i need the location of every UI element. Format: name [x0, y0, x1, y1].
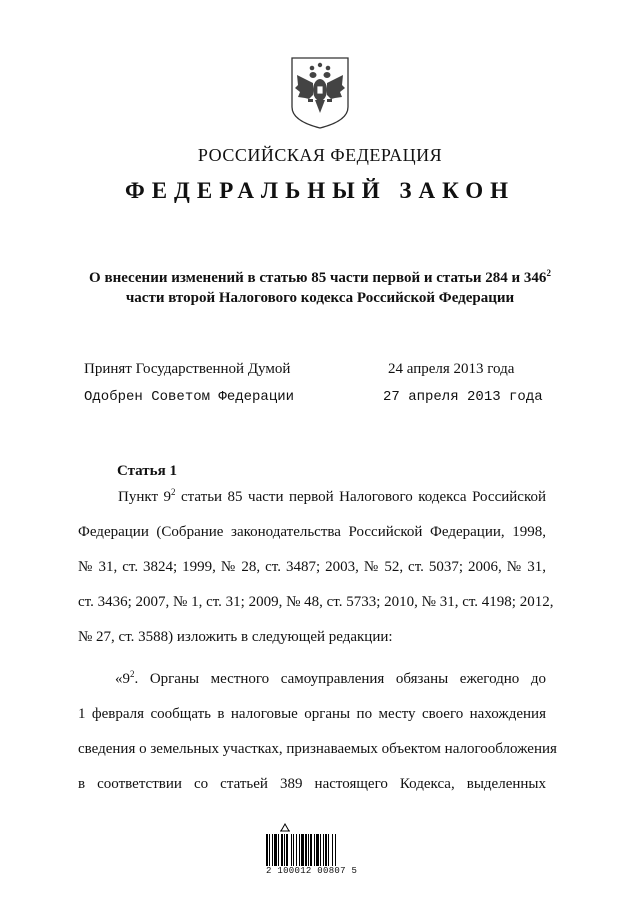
article-heading: Статья 1 — [117, 463, 177, 479]
paragraph-2-line-2: 1 февраля сообщать в налоговые органы по месту своего нахождения — [78, 706, 546, 722]
title-superscript: 2 — [546, 268, 551, 278]
duma-adopted-label: Принят Государственной Думой — [84, 361, 291, 377]
paragraph-1-line-1: Пункт $9^2$ статьи 85 части первой Налогового кодекса Российской — [118, 487, 546, 505]
barcode-bars — [266, 834, 374, 866]
paragraph-2-line-1: «$9^2$. Органы местного самоуправления обязаны ежегодно до — [115, 669, 546, 687]
law-title — [60, 268, 580, 308]
barcode-stripe — [336, 834, 337, 866]
law-title-line-1: О внесении изменений в статью 85 части первой и статьи 284 и $346^2$ — [89, 268, 551, 286]
paragraph-1-line-5: № 27, ст. 3588) изложить в следующей редакции: — [78, 629, 393, 645]
country-heading: РОССИЙСКАЯ ФЕДЕРАЦИЯ — [197, 145, 443, 165]
paragraph-1-line-4: ст. 3436; 2007, № 1, ст. 31; 2009, № 48, ст. 5733; 2010, № 31, ст. 4198; 2012, — [78, 594, 554, 610]
council-approved-label: Одобрен Советом Федерации — [84, 389, 295, 405]
document-type-heading: ФЕДЕРАЛЬНЫЙ ЗАКОН — [124, 178, 516, 203]
council-approved-date: 27 апреля 2013 года — [383, 389, 543, 405]
article-paragraph-1 — [78, 480, 554, 655]
barcode-number: 2 100012 00807 5 — [266, 866, 358, 876]
duma-adopted-date: 24 апреля 2013 года — [388, 361, 515, 377]
paragraph-2-line-3: сведения о земельных участках, признаваемых объектом налогообложения — [78, 741, 557, 757]
barcode — [266, 822, 376, 882]
paragraph-2-line-4: в соответствии со статьей 389 настоящего Кодекса, выделенных — [78, 776, 546, 792]
article-paragraph-2 — [78, 662, 557, 802]
law-title-line-2: части второй Налогового кодекса Российской Федерации — [125, 290, 515, 306]
triangle-mark-icon — [280, 822, 290, 832]
paragraph-1-line-3: № 31, ст. 3824; 1999, № 28, ст. 3487; 2003, № 52, ст. 5037; 2006, № 31, — [78, 559, 546, 575]
paragraph-1-line-2: Федерации (Собрание законодательства Российской Федерации, 1998, — [78, 524, 546, 540]
coat-of-arms-icon — [289, 55, 351, 130]
